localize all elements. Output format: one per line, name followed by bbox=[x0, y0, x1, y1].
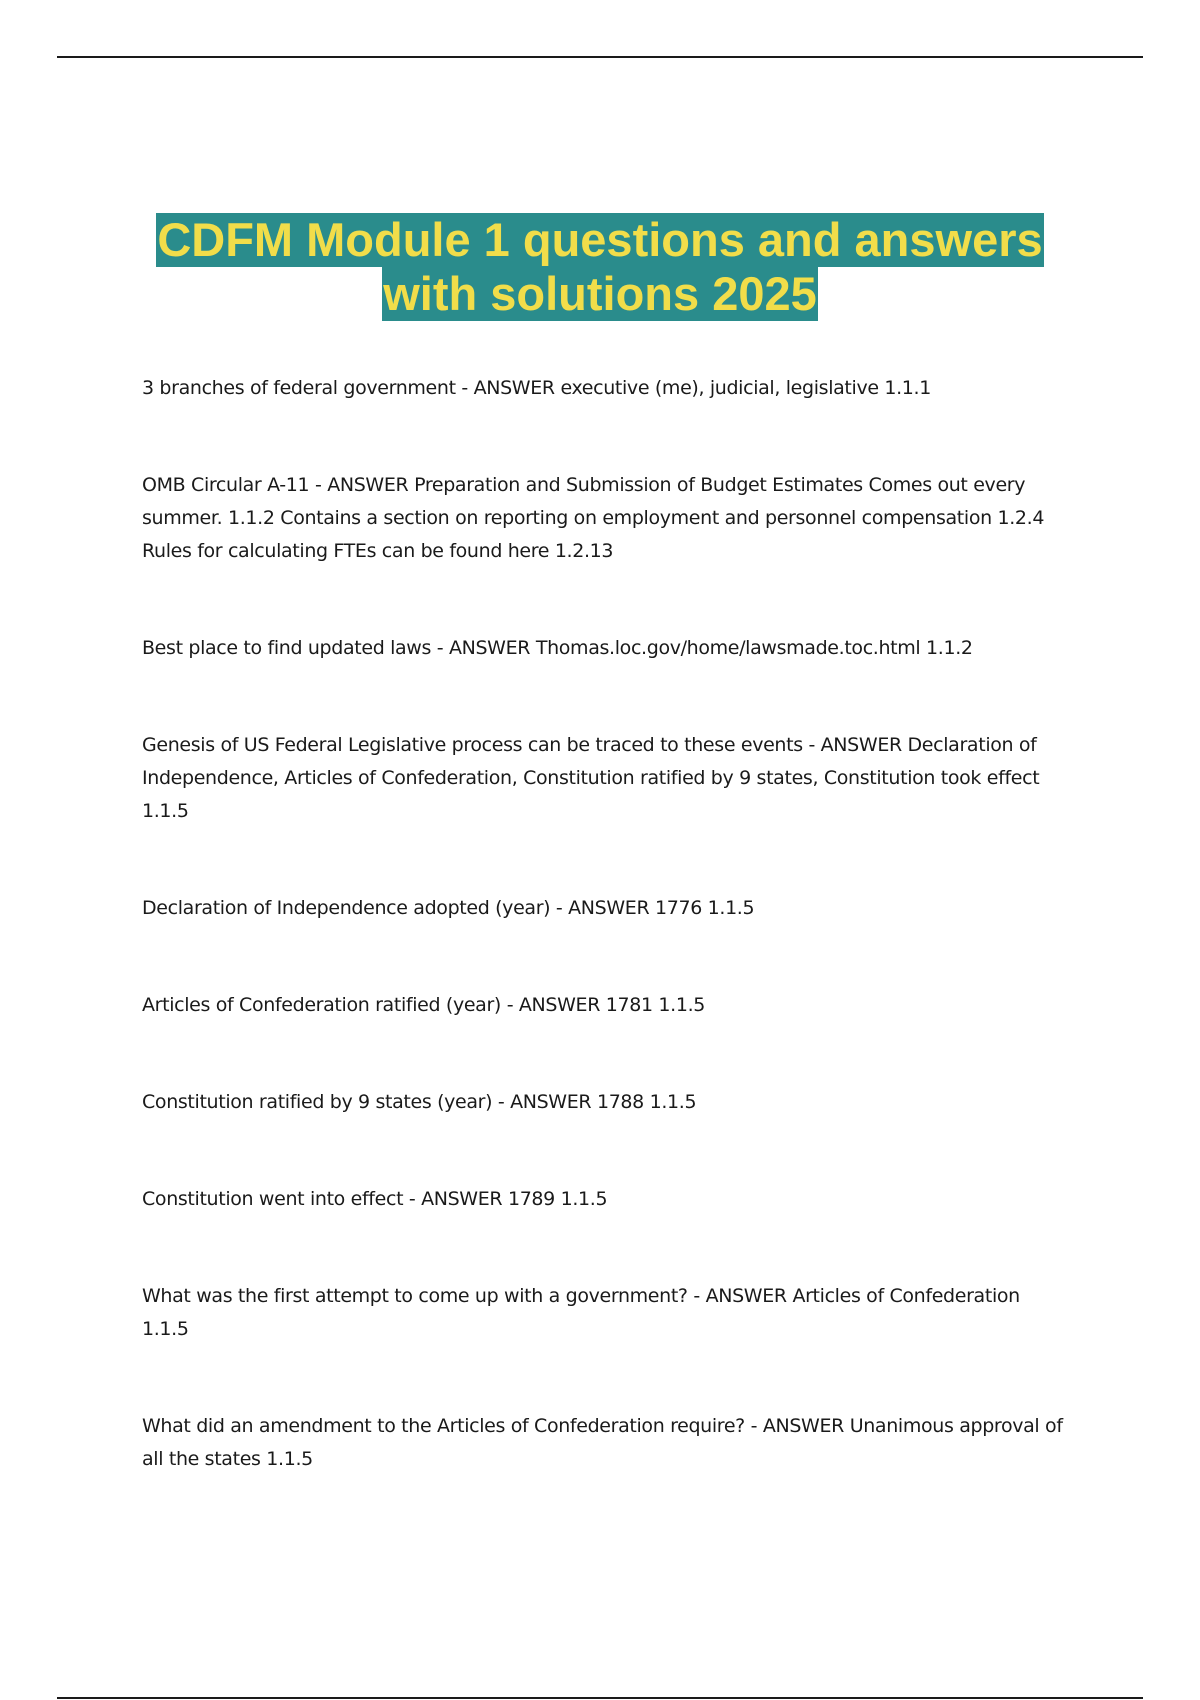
header-rule bbox=[57, 56, 1143, 58]
answer-text: Unanimous approval of all the states 1.1.5 bbox=[142, 1415, 1063, 1470]
answer-text: 1781 1.1.5 bbox=[605, 994, 706, 1016]
title-line-2: with solutions 2025 bbox=[383, 267, 817, 320]
qa-item: Genesis of US Federal Legislative process can be traced to these events - ANSWER Declaration of Independence, Articles of Confederation, Constitution ratified by 9 states, Constitution took effect 1.1.5 bbox=[142, 734, 1040, 822]
qa-item: Articles of Confederation ratified (year) - ANSWER 1781 1.1.5 bbox=[142, 994, 706, 1016]
answer-text: 1789 1.1.5 bbox=[507, 1188, 608, 1210]
question-text: Best place to find updated laws bbox=[142, 637, 432, 659]
answer-text: 1788 1.1.5 bbox=[596, 1091, 697, 1113]
question-text: What was the first attempt to come up with a government? bbox=[142, 1285, 688, 1307]
footer-rule bbox=[57, 1697, 1143, 1699]
answer-text: Declaration of Independence, Articles of Confederation, Constitution ratified by 9 states, Constitution took effect 1.1.5 bbox=[142, 734, 1040, 822]
question-text: What did an amendment to the Articles of Confederation require? bbox=[142, 1415, 745, 1437]
qa-item: Constitution ratified by 9 states (year) - ANSWER 1788 1.1.5 bbox=[142, 1091, 697, 1113]
qa-item: OMB Circular A-11 - ANSWER Preparation and Submission of Budget Estimates Comes out every summer. 1.1.2 Contains a section on reporting on employment and personnel compensation 1.2.4 Rules for calculating FTEs can be found here 1.2.13 bbox=[142, 474, 1045, 562]
question-text: 3 branches of federal government bbox=[142, 377, 456, 399]
answer-label: ANSWER bbox=[327, 474, 409, 496]
question-text: Constitution went into effect bbox=[142, 1188, 404, 1210]
question-text: Constitution ratified by 9 states (year) bbox=[142, 1091, 493, 1113]
qa-item: Declaration of Independence adopted (year) - ANSWER 1776 1.1.5 bbox=[142, 897, 755, 919]
qa-list bbox=[142, 372, 1072, 1476]
answer-label: ANSWER bbox=[518, 994, 601, 1016]
answer-label: ANSWER bbox=[473, 377, 555, 399]
question-text: OMB Circular A-11 bbox=[142, 474, 310, 496]
question-text: Declaration of Independence adopted (year) bbox=[142, 897, 551, 919]
qa-item: 3 branches of federal government - ANSWER executive (me), judicial, legislative 1.1.1 bbox=[142, 377, 931, 399]
document-title bbox=[0, 213, 1200, 321]
answer-label: ANSWER bbox=[421, 1188, 503, 1210]
qa-item: Best place to find updated laws - ANSWER Thomas.loc.gov/home/lawsmade.toc.html 1.1.2 bbox=[142, 637, 973, 659]
title-line-1: CDFM Module 1 questions and answers bbox=[157, 213, 1043, 266]
answer-text: Articles of Confederation 1.1.5 bbox=[142, 1285, 1020, 1340]
answer-label: ANSWER bbox=[510, 1091, 592, 1113]
qa-item: What did an amendment to the Articles of Confederation require? - ANSWER Unanimous approval of all the states 1.1.5 bbox=[142, 1415, 1063, 1470]
answer-text: 1776 1.1.5 bbox=[655, 897, 755, 919]
answer-text: executive (me), judicial, legislative 1.1.1 bbox=[560, 377, 931, 399]
answer-label: ANSWER bbox=[568, 897, 650, 919]
answer-label: ANSWER bbox=[762, 1415, 844, 1437]
qa-item: What was the first attempt to come up with a government? - ANSWER Articles of Confederation 1.1.5 bbox=[142, 1285, 1020, 1340]
answer-label: ANSWER bbox=[448, 637, 531, 659]
question-text: Genesis of US Federal Legislative process can be traced to these events bbox=[142, 734, 803, 756]
answer-label: ANSWER bbox=[705, 1285, 787, 1307]
answer-label: ANSWER bbox=[820, 734, 902, 756]
answer-text: Preparation and Submission of Budget Estimates Comes out every summer. 1.1.2 Contains a section on reporting on employment and personnel compensation 1.2.4 Rules for calculating FTEs can be found here 1.2.13 bbox=[142, 474, 1045, 562]
question-text: Articles of Confederation ratified (year) bbox=[142, 994, 501, 1016]
qa-item: Constitution went into effect - ANSWER 1789 1.1.5 bbox=[142, 1188, 608, 1210]
answer-text: Thomas.loc.gov/home/lawsmade.toc.html 1.1.2 bbox=[535, 637, 973, 659]
